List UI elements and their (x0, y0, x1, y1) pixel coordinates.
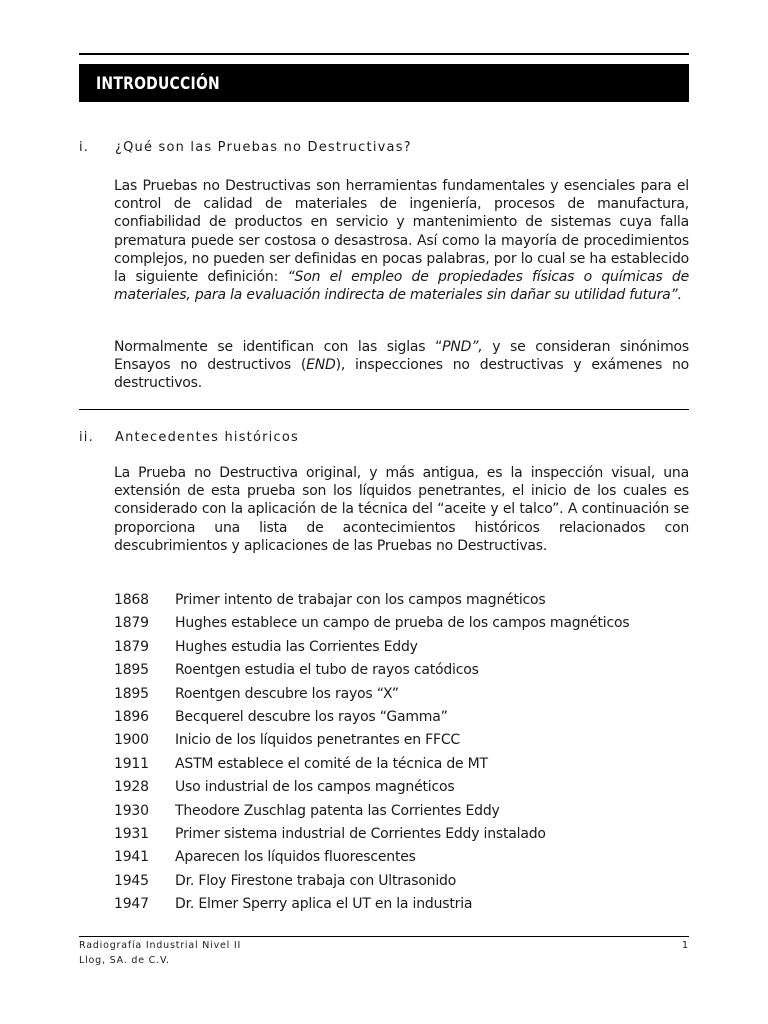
timeline-row (114, 824, 689, 847)
banner-title: INTRODUCCIÓN (96, 74, 220, 94)
para1-text: Las Pruebas no Destructivas son herramientas fundamentales y esenciales para el control de calidad de materiales de ingeniería, procesos de manufactura, confiabilidad de productos en servicio y mantenimiento de sistemas cuya falla prematura puede ser costosa o desastrosa. Así como la mayoría de procedimientos complejos, no pueden ser definidas en pocas palabras, por lo cual se ha establecido la siguiente definición: (114, 178, 689, 286)
timeline-year: 1947 (114, 896, 149, 913)
timeline-event: ASTM establece el comité de la técnica de MT (175, 755, 488, 772)
section-2-heading (0, 430, 768, 448)
para2-pnd: PND”, (442, 339, 483, 355)
timeline-event: Dr. Floy Firestone trabaja con Ultrasonido (175, 872, 457, 889)
footer-rule (79, 936, 689, 937)
section-1-number: i. (79, 140, 90, 155)
history-timeline (114, 590, 689, 917)
timeline-event: Dr. Elmer Sperry aplica el UT en la industria (175, 896, 473, 913)
timeline-event: Aparecen los líquidos fluorescentes (175, 849, 416, 866)
timeline-year: 1896 (114, 708, 149, 725)
para1-definition: “Son el empleo de propiedades físicas o químicas de materiales, para la evaluación indirecta de materiales sin dañar su utilidad futura”. (114, 269, 689, 304)
timeline-row (114, 871, 689, 894)
section-1-heading (0, 140, 768, 158)
section-1-title: ¿Qué son las Pruebas no Destructivas? (115, 140, 412, 155)
section-2-paragraph: La Prueba no Destructiva original, y más antigua, es la inspección visual, una extensión de esta prueba son los líquidos penetrantes, el inicio de los cuales es considerado con la aplicación de la técnica del “aceite y el talco”. A continuación se proporciona una lista de acontecimientos históricos relacionados con descubrimientos y aplicaciones de las Pruebas no Destructivas. (114, 465, 689, 554)
timeline-event: Theodore Zuschlag patenta las Corrientes Eddy (175, 802, 500, 819)
timeline-row (114, 637, 689, 660)
section-1-paragraph-2 (114, 338, 689, 393)
timeline-event: Primer intento de trabajar con los campos magnéticos (175, 592, 546, 608)
timeline-row (114, 590, 689, 613)
timeline-event: Hughes estudia las Corrientes Eddy (175, 638, 418, 655)
timeline-year: 1911 (114, 755, 149, 772)
timeline-year: 1928 (114, 779, 149, 796)
section-banner (79, 64, 689, 102)
timeline-event: Inicio de los líquidos penetrantes en FFCC (175, 732, 460, 749)
section-divider (79, 409, 689, 410)
timeline-event: Primer sistema industrial de Corrientes Eddy instalado (175, 825, 546, 842)
footer-page-number: 1 (682, 940, 689, 951)
timeline-row (114, 684, 689, 707)
para2-text-c: ), inspecciones no destructivas y exámenes no destructivos. (114, 357, 689, 392)
para2-text-b: y se consideran sinónimos Ensayos no destructivos ( (114, 339, 690, 374)
timeline-row (114, 660, 689, 683)
timeline-row (114, 801, 689, 824)
timeline-year: 1941 (114, 849, 149, 866)
timeline-row (114, 754, 689, 777)
timeline-row (114, 730, 689, 753)
timeline-year: 1895 (114, 685, 149, 702)
timeline-year: 1879 (114, 615, 149, 632)
timeline-year: 1895 (114, 662, 149, 679)
timeline-row (114, 894, 689, 917)
timeline-year: 1931 (114, 825, 149, 842)
timeline-year: 1879 (114, 638, 149, 655)
footer-company: Llog, SA. de C.V. (79, 955, 170, 966)
timeline-year: 1930 (114, 802, 149, 819)
para2-text-a: Normalmente se identifican con las siglas “ (114, 339, 443, 355)
section-1-paragraph-1 (114, 177, 689, 304)
timeline-row (114, 847, 689, 870)
timeline-event: Roentgen estudia el tubo de rayos catódicos (175, 662, 479, 679)
timeline-row (114, 707, 689, 730)
timeline-row (114, 777, 689, 800)
timeline-row (114, 613, 689, 636)
top-rule (79, 53, 689, 55)
para2-end: END (306, 357, 336, 374)
timeline-year: 1900 (114, 732, 149, 749)
section-2-title: Antecedentes históricos (115, 430, 299, 445)
timeline-event: Roentgen descubre los rayos “X” (175, 685, 399, 702)
footer-document-title: Radiografía Industrial Nivel II (79, 940, 242, 951)
timeline-event: Uso industrial de los campos magnéticos (175, 779, 455, 796)
timeline-event: Hughes establece un campo de prueba de los campos magnéticos (175, 615, 630, 632)
timeline-event: Becquerel descubre los rayos “Gamma” (175, 708, 448, 725)
timeline-year: 1945 (114, 872, 149, 889)
section-2-number: ii. (79, 430, 94, 445)
timeline-year: 1868 (114, 592, 149, 608)
